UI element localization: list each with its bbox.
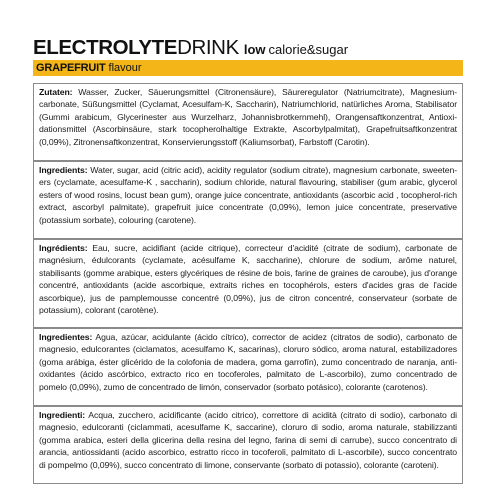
flavour-bar (33, 60, 463, 76)
ingredients-box-de (33, 83, 463, 161)
product-header (33, 37, 463, 76)
ingredients-box-it (33, 406, 463, 484)
ingredients-box-en (33, 161, 463, 239)
ingredients-label-en: Ingredients: (39, 165, 88, 175)
ingredients-body-es: Agua, azúcar, acidulante (ácido cítrico), corrector de acidez (citratos de sodio), carbonato de magnesio, edulcorantes (ciclamatos, acesulfamo K, sacarinas), cloruro sódico, aroma natural, estabilizadores (goma arábiga, éster glicérido de la colofonia de madera, goma garrofín), zumo concentrado de naranja, anti-oxidantes (ácido ascórbico, extracto rico en tocoferoles, palmitato de L-ascorbilo), zumo concentrado de pomelo (0,09%), zumo de concentrado de limón, conservador (sorbato potásico), colorante (carotenos). (39, 332, 457, 392)
product-title (33, 37, 463, 59)
ingredients-label-it: Ingredienti: (39, 410, 86, 420)
ingredients-label-es: Ingredientes: (39, 332, 93, 342)
ingredients-label-de: Zutaten: (39, 87, 73, 97)
ingredients-label-fr: Ingrédients: (39, 243, 88, 253)
ingredients-text-en (39, 164, 457, 226)
flavour-name: GRAPEFRUIT (36, 62, 106, 74)
ingredients-body-it: Acqua, zucchero, acidificante (acido citrico), correttore di acidità (citrato di sodio), carbonato di magnesio, edulcoranti (ciclammati, acesulfame K, saccarine), cloruro di sodio, aroma naturale, stabilizzanti (gomma arabica, esteri della glicerina della resina del legno, farina di semi di carrube), succo concentrato di arancia, antiossidanti (acido ascorbico, estratto ricco in tocoferoli, palmitato di L-ascorbile), succo concentrato di pompelmo (0,09%), succo concentrato di limone, conservante (sorbato di potassio), colorante (caroteni). (39, 410, 457, 470)
low-text: low (243, 42, 266, 57)
ingredients-text-es (39, 331, 457, 393)
ingredients-box-es (33, 328, 463, 406)
ingredients-box-fr (33, 239, 463, 328)
ingredients-body-de: Wasser, Zucker, Säuerungsmittel (Citronensäure), Säureregulator (Natriumcitrate), Magnesium-carbonate, Süßungsmittel (Cyclamat, Acesulfam-K, Saccharin), Natriumchlorid, natürliches Aroma, Stabilisator (Gummi arabicum, Glycerinester aus Wurzelharz, Johannisbrotkernmehl), Orangensaftkonzentrat, Antioxi-dationsmittel (Ascorbinsäure, stark tocopherolhaltige Extrakte, Ascorbylpalmitat), Grapefruitsaftkonzentrat (0,09%), Zitronensaftkonzentrat, Konservierungsstoff (Kaliumsorbat), Farbstoff (Carotin). (39, 87, 457, 147)
ingredients-text-fr (39, 242, 457, 316)
brand-name: ELECTROLYTE (33, 36, 178, 59)
ingredients-body-fr: Eau, sucre, acidifiant (acide citrique), correcteur d'acidité (citrate de sodium), carbonate de magnésium, édulcorants (cyclamate, acésulfame K, saccharine), chlorure de sodium, arôme naturel, stabilisants (gomme arabique, esters glycériques de résine de bois, farine de graines de caroube), jus d'orange concentré, antioxidants (acide ascorbique, extraits riches en tocophérols, esters d'acides gras de l'acide ascorbique), jus de pamplemousse concentré (0,09%), jus de citron concentré, conservateur (sorbate de potassium), colorant (carotène). (39, 243, 457, 316)
flavour-word: flavour (108, 62, 142, 74)
calorie-sugar-text: calorie&sugar (268, 42, 349, 57)
ingredients-text-de (39, 86, 457, 148)
ingredients-body-en: Water, sugar, acid (citric acid), acidity regulator (sodium citrate), magnesium carbonate, sweeten-ers (cyclamate, acesulfame-K , saccharin), sodium chloride, natural flavouring, stabiliser (gum arabic, glycerol esters of wood rosins, locust bean gum), orange juice concentrate, antioxidants (ascorbic acid , tocopherol-rich extract, ascorbyl palmitate), grapefruit juice concentrate (0,09%), lemon juice concentrate, preservative (potassium sorbate), colouring (carotene). (39, 165, 457, 225)
product-name: DRINK (177, 36, 239, 59)
ingredients-text-it (39, 409, 457, 471)
